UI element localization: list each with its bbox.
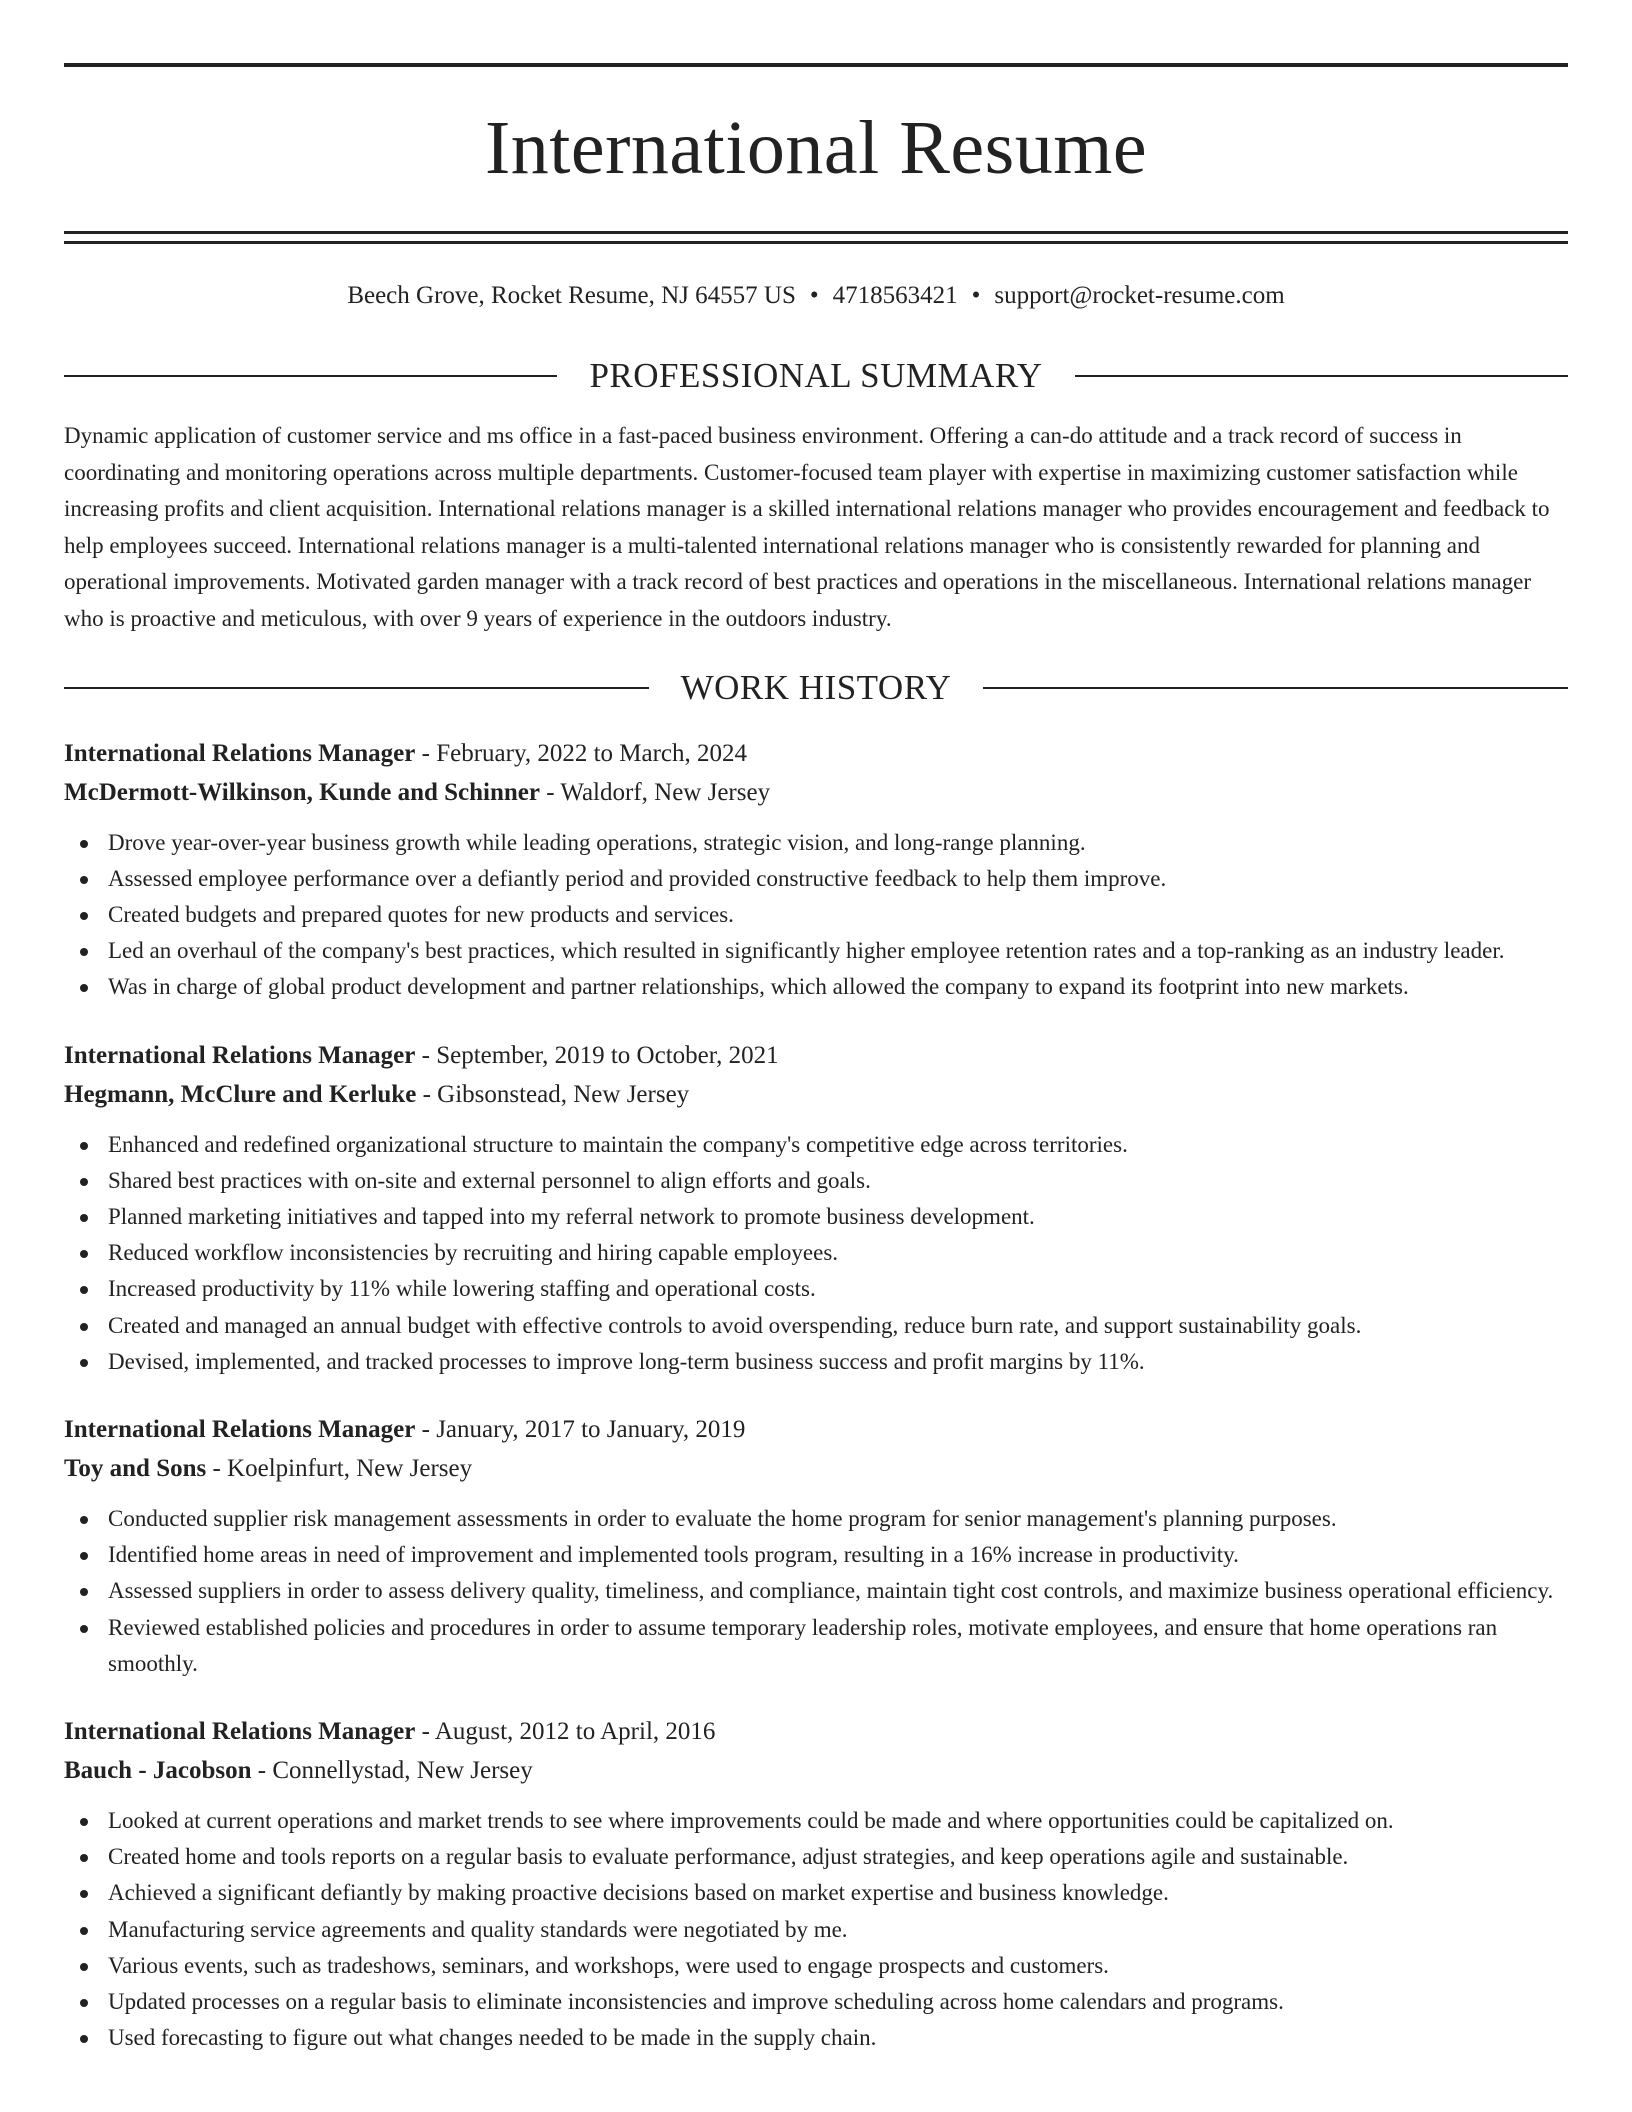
job-title-line bbox=[64, 1036, 1568, 1075]
contact-separator: • bbox=[809, 282, 819, 309]
job-company: Bauch - Jacobson bbox=[64, 1757, 252, 1785]
job-entry bbox=[64, 734, 1568, 1006]
job-bullet: Various events, such as tradeshows, seminars, and workshops, were used to engage prospects and customers. bbox=[64, 1948, 1568, 1984]
work-history-heading bbox=[64, 668, 1568, 708]
job-bullet: Drove year-over-year business growth while leading operations, strategic vision, and long-range planning. bbox=[64, 825, 1568, 861]
contact-line bbox=[64, 280, 1568, 312]
job-bullet: Conducted supplier risk management assessments in order to evaluate the home program for senior management's planning purposes. bbox=[64, 1501, 1568, 1537]
contact-phone: 4718563421 bbox=[832, 282, 958, 309]
job-bullet: Planned marketing initiatives and tapped into my referral network to promote business development. bbox=[64, 1199, 1568, 1235]
job-company: McDermott-Wilkinson, Kunde and Schinner bbox=[64, 778, 540, 806]
contact-separator: • bbox=[971, 282, 981, 309]
job-title-line bbox=[64, 734, 1568, 773]
heading-rule-left bbox=[64, 687, 649, 689]
job-company-line bbox=[64, 1449, 1568, 1488]
job-title: International Relations Manager bbox=[64, 1416, 416, 1443]
job-location: - Connellystad, New Jersey bbox=[251, 1757, 533, 1785]
job-company-line bbox=[64, 773, 1568, 812]
job-location: - Waldorf, New Jersey bbox=[539, 778, 771, 806]
job-dates: - September, 2019 to October, 2021 bbox=[415, 1041, 779, 1069]
job-bullet: Increased productivity by 11% while lowering staffing and operational costs. bbox=[64, 1271, 1568, 1307]
section-heading-label: WORK HISTORY bbox=[680, 667, 952, 707]
job-bullets bbox=[64, 825, 1568, 1006]
contact-email: support@rocket-resume.com bbox=[994, 282, 1285, 309]
resume-title: International Resume bbox=[484, 106, 1148, 190]
title-double-rule bbox=[64, 231, 1568, 244]
job-bullet: Led an overhaul of the company's best practices, which resulted in significantly higher employee retention rates and a top-ranking as an industry leader. bbox=[64, 933, 1568, 969]
job-bullets bbox=[64, 1501, 1568, 1682]
job-location: - Gibsonstead, New Jersey bbox=[416, 1080, 690, 1108]
heading-rule-left bbox=[64, 375, 557, 377]
job-company-line bbox=[64, 1751, 1568, 1790]
job-dates: - January, 2017 to January, 2019 bbox=[415, 1416, 746, 1443]
job-bullets bbox=[64, 1127, 1568, 1380]
professional-summary-heading bbox=[64, 356, 1568, 396]
job-company-line bbox=[64, 1075, 1568, 1114]
job-bullet: Assessed suppliers in order to assess delivery quality, timeliness, and compliance, maintain tight cost controls, and maximize business operational efficiency. bbox=[64, 1573, 1568, 1609]
job-bullet: Shared best practices with on-site and external personnel to align efforts and goals. bbox=[64, 1163, 1568, 1199]
resume-page bbox=[64, 0, 1568, 2056]
job-bullet: Reviewed established policies and procedures in order to assume temporary leadership roles, motivate employees, and ensure that home operations ran smoothly. bbox=[64, 1610, 1568, 1682]
job-bullet: Devised, implemented, and tracked processes to improve long-term business success and profit margins by 11%. bbox=[64, 1344, 1568, 1380]
job-bullet: Updated processes on a regular basis to eliminate inconsistencies and improve scheduling across home calendars and programs. bbox=[64, 1984, 1568, 2020]
job-bullet: Assessed employee performance over a defiantly period and provided constructive feedback to help them improve. bbox=[64, 861, 1568, 897]
job-bullet: Created home and tools reports on a regular basis to evaluate performance, adjust strategies, and keep operations agile and sustainable. bbox=[64, 1839, 1568, 1875]
heading-rule-right bbox=[1075, 375, 1568, 377]
job-bullet: Was in charge of global product development and partner relationships, which allowed the company to expand its footprint into new markets. bbox=[64, 969, 1568, 1005]
job-bullet: Achieved a significant defiantly by making proactive decisions based on market expertise and business knowledge. bbox=[64, 1875, 1568, 1911]
job-bullet: Looked at current operations and market trends to see where improvements could be made and where opportunities could be capitalized on. bbox=[64, 1803, 1568, 1839]
job-bullet: Created budgets and prepared quotes for new products and services. bbox=[64, 897, 1568, 933]
job-company: Hegmann, McClure and Kerluke bbox=[64, 1080, 417, 1108]
heading-rule-right bbox=[983, 687, 1568, 689]
job-title: International Relations Manager bbox=[64, 1718, 416, 1746]
job-company: Toy and Sons bbox=[64, 1455, 207, 1482]
contact-address: Beech Grove, Rocket Resume, NJ 64557 US bbox=[347, 282, 796, 309]
job-entry bbox=[64, 1712, 1568, 2056]
job-bullet: Identified home areas in need of improvement and implemented tools program, resulting in a 16% increase in productivity. bbox=[64, 1537, 1568, 1573]
job-location: - Koelpinfurt, New Jersey bbox=[206, 1455, 473, 1482]
job-title-line bbox=[64, 1410, 1568, 1449]
job-bullet: Created and managed an annual budget with effective controls to avoid overspending, reduce burn rate, and support sustainability goals. bbox=[64, 1308, 1568, 1344]
job-bullets bbox=[64, 1803, 1568, 2056]
job-bullet: Used forecasting to figure out what changes needed to be made in the supply chain. bbox=[64, 2020, 1568, 2056]
section-heading-label: PROFESSIONAL SUMMARY bbox=[589, 356, 1043, 395]
job-dates: - August, 2012 to April, 2016 bbox=[415, 1718, 716, 1746]
professional-summary-text: Dynamic application of customer service and ms office in a fast-paced business environment. Offering a can-do attitude and a track record of success in coordinating and monitoring operations across multiple departments. Customer-focused team player with expertise in maximizing customer satisfaction while increasing profits and client acquisition. International relations manager is a skilled international relations manager who provides encouragement and feedback to help employees succeed. International relations manager is a multi-talented international relations manager who is consistently rewarded for planning and operational improvements. Motivated garden manager with a track record of best practices and operations in the miscellaneous. International relations manager who is proactive and meticulous, with over 9 years of experience in the outdoors industry. bbox=[64, 423, 1550, 631]
job-title: International Relations Manager bbox=[64, 1041, 416, 1069]
job-entry bbox=[64, 1410, 1568, 1682]
job-entry bbox=[64, 1036, 1568, 1380]
job-bullet: Manufacturing service agreements and quality standards were negotiated by me. bbox=[64, 1912, 1568, 1948]
job-bullet: Reduced workflow inconsistencies by recruiting and hiring capable employees. bbox=[64, 1235, 1568, 1271]
job-title: International Relations Manager bbox=[64, 739, 416, 767]
job-bullet: Enhanced and redefined organizational structure to maintain the company's competitive edge across territories. bbox=[64, 1127, 1568, 1163]
job-dates: - February, 2022 to March, 2024 bbox=[415, 739, 748, 767]
job-title-line bbox=[64, 1712, 1568, 1751]
